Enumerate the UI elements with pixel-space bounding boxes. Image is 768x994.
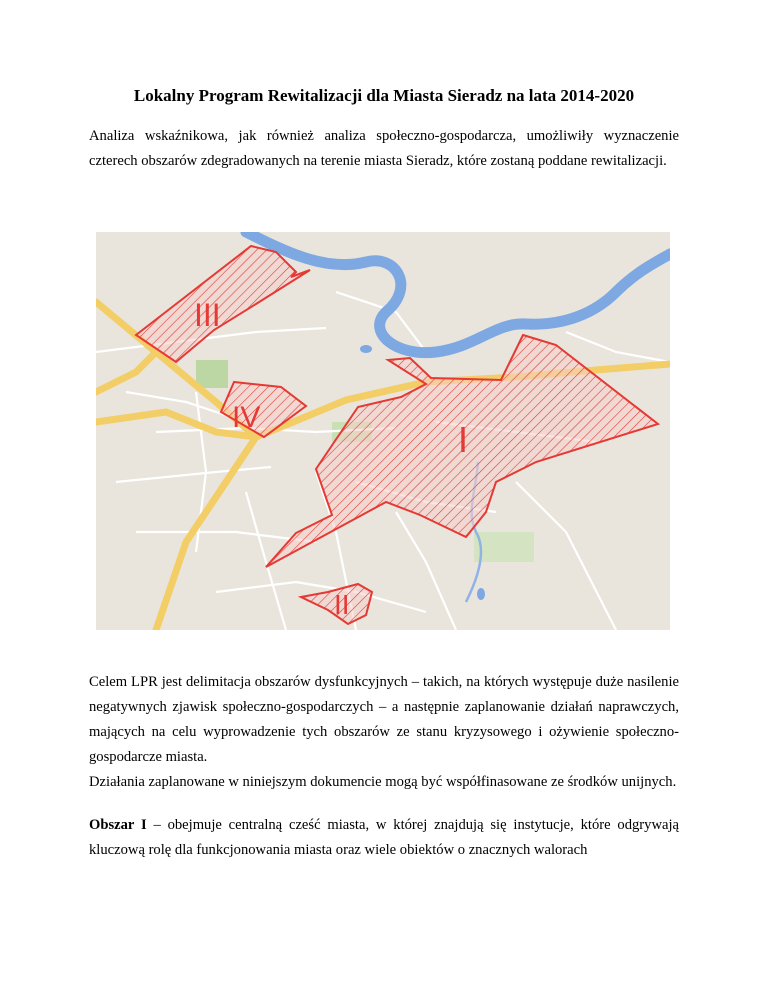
pond [477,588,485,600]
area-label-IV: IV [232,401,261,434]
funding-paragraph: Działania zaplanowane w niniejszym dokumencie mogą być współfinasowane ze środków unijnych. [89,774,677,790]
intro-paragraph: Analiza wskaźnikowa, jak również analiza społeczno-gospodarcza, umożliwiły wyznaczenie czterech obszarów zdegradowanych na terenie miasta Sieradz, które zostaną poddane rewitalizacji. [89,128,679,169]
area-I-heading: Obszar I [89,817,147,833]
area-label-II: II [334,589,350,620]
area-I-paragraph [89,813,679,863]
area-label-I: I [458,419,469,460]
area-I-description: – obejmuje centralną cześć miasta, w której znajdują się instytucje, które odgrywają kluczową rolę dla funkcjonowania miasta oraz wiele obiektów o znacznych walorach [89,817,680,858]
document-title: Lokalny Program Rewitalizacji dla Miasta Sieradz na lata 2014-2020 [133,86,635,105]
revitalization-areas-map [96,232,670,630]
park-area [196,360,228,388]
area-label-III: III [194,297,221,333]
pond [360,345,372,353]
park-area [474,532,534,562]
purpose-paragraph: Celem LPR jest delimitacja obszarów dysfunkcyjnych – takich, na których występuje duże nasilenie negatywnych zjawisk społeczno-gospodarczych – a następnie zaplanowanie działań naprawczych, mających na celu wyprowadzenie tych obszarów ze stanu kryzysowego i ożywienie społeczno-gospodarcze miasta. [89,674,679,765]
